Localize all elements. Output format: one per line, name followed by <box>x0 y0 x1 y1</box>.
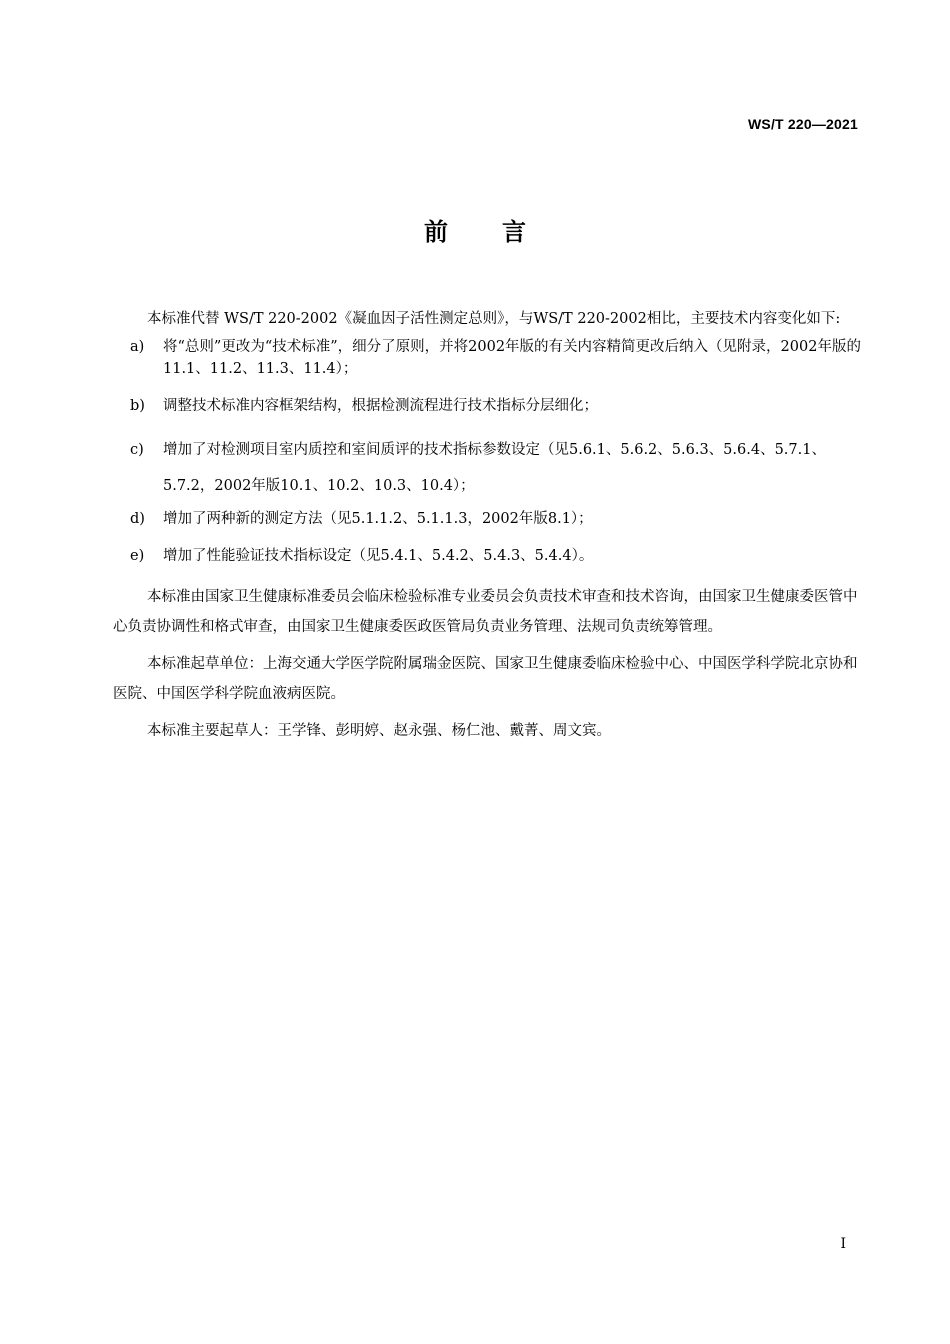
drafting-units-paragraph: 本标准起草单位：上海交通大学医学院附属瑞金医院、国家卫生健康委临床检验中心、中国医学科学院北京协和医院、中国医学科学院血液病医院。 <box>113 656 858 702</box>
document-body <box>113 304 863 746</box>
list-item-text: 增加了两种新的测定方法（见5.1.1.2、5.1.1.3，2002年版8.1）； <box>163 511 593 527</box>
changes-list <box>113 336 863 567</box>
list-item-text: 调整技术标准内容框架结构，根据检测流程进行技术指标分层细化； <box>163 398 598 414</box>
page-number: I <box>840 1236 846 1252</box>
intro-paragraph: 本标准代替 WS/T 220-2002《凝血因子活性测定总则》，与WS/T 220-2002相比，主要技术内容变化如下: <box>147 311 841 327</box>
list-item-text: 增加了性能验证技术指标设定（见5.4.1、5.4.2、5.4.3、5.4.4）。 <box>163 548 594 564</box>
list-item-text: 将“总则”更改为“技术标准”，细分了原则，并将2002年版的有关内容精简更改后纳入（见附录，2002年版的11.1、11.2、11.3、11.4）； <box>163 339 861 377</box>
list-marker: a) <box>130 339 145 355</box>
list-item <box>113 508 863 530</box>
page-title: 前言 <box>424 218 580 246</box>
list-marker: b) <box>130 398 145 414</box>
drafters-paragraph: 本标准主要起草人：王学锋、彭明婷、赵永强、杨仁池、戴菁、周文宾。 <box>147 723 611 739</box>
list-item <box>113 395 863 417</box>
list-item <box>113 336 863 380</box>
list-marker: e) <box>130 548 145 564</box>
list-item <box>113 545 863 567</box>
document-code: WS/T 220—2021 <box>748 116 858 132</box>
list-item-text: 增加了对检测项目室内质控和室间质评的技术指标参数设定（见5.6.1、5.6.2、5.6.3、5.6.4、5.7.1、5.7.2，2002年版10.1、10.2、10.3、10.4）； <box>163 442 826 494</box>
responsibility-paragraph: 本标准由国家卫生健康标准委员会临床检验标准专业委员会负责技术审查和技术咨询，由国家卫生健康委医管中心负责协调性和格式审查，由国家卫生健康委医政医管局负责业务管理、法规司负责统筹管理。 <box>113 589 858 635</box>
list-marker: d) <box>130 511 145 527</box>
list-marker: c) <box>130 442 144 458</box>
list-item <box>113 432 863 504</box>
